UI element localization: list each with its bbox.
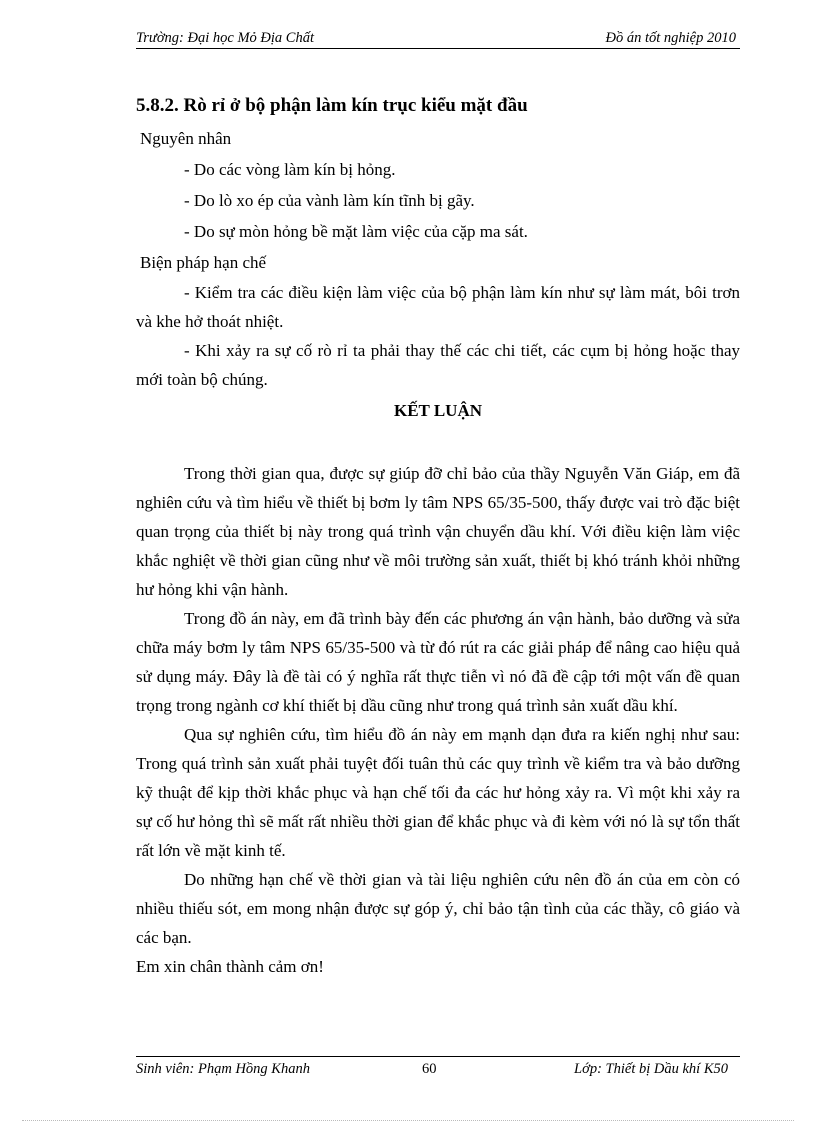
page-header xyxy=(136,28,740,49)
page-bottom-divider xyxy=(22,1120,794,1121)
remedy-item: - Kiểm tra các điều kiện làm việc của bộ phận làm kín như sự làm mát, bôi trơn và khe hở thoát nhiệt. xyxy=(136,283,740,331)
cause-item: - Do các vòng làm kín bị hỏng. xyxy=(184,160,396,179)
header-school: Trường: Đại học Mỏ Địa Chất xyxy=(136,30,314,46)
footer-class: Lớp: Thiết bị Dầu khí K50 xyxy=(574,1061,728,1077)
closing-line: Em xin chân thành cảm ơn! xyxy=(136,957,324,976)
page-footer xyxy=(136,1056,740,1081)
conclusion-paragraph: Do những hạn chế về thời gian và tài liệu nghiên cứu nên đồ án của em còn có nhiều thiếu sót, em mong nhận được sự góp ý, chỉ bảo tận tình của các thầy, cô giáo và các bạn. xyxy=(136,870,740,947)
cause-label: Nguyên nhân xyxy=(140,129,232,148)
remedy-item: - Khi xảy ra sự cố rò rỉ ta phải thay thế các chi tiết, các cụm bị hỏng hoặc thay mới toàn bộ chúng. xyxy=(136,341,740,389)
cause-item: - Do lò xo ép của vành làm kín tĩnh bị gãy. xyxy=(184,191,475,210)
conclusion-title: KẾT LUẬN xyxy=(393,401,482,420)
section-title: 5.8.2. Rò rỉ ở bộ phận làm kín trục kiểu mặt đầu xyxy=(136,95,528,116)
page-number: 60 xyxy=(422,1061,437,1077)
page-content xyxy=(136,92,740,981)
cause-item: - Do sự mòn hỏng bề mặt làm việc của cặp ma sát. xyxy=(184,222,528,241)
conclusion-paragraph: Qua sự nghiên cứu, tìm hiểu đồ án này em mạnh dạn đưa ra kiến nghị như sau: Trong quá trình sản xuất phải tuyệt đối tuân thủ các quy trình về kiểm tra và bảo dưỡng kỹ thuật để kịp thời khắc phục và hạn chế tối đa các hư hỏng xảy ra. Vì một khi xảy ra sự cố hư hỏng thì sẽ mất rất nhiều thời gian để khắc phục và đi kèm với nó là sự tổn thất rất lớn về mặt kinh tế. xyxy=(136,725,740,860)
conclusion-paragraph: Trong đồ án này, em đã trình bày đến các phương án vận hành, bảo dưỡng và sửa chữa máy bơm ly tâm NPS 65/35-500 và từ đó rút ra các giải pháp để nâng cao hiệu quả sử dụng máy. Đây là đề tài có ý nghĩa rất thực tiễn vì nó đã đề cập tới một vấn đề quan trọng trong ngành cơ khí thiết bị dầu cũng như trong quá trình sản xuất dầu khí. xyxy=(136,609,740,715)
footer-student: Sinh viên: Phạm Hồng Khanh xyxy=(136,1061,310,1077)
header-project: Đồ án tốt nghiệp 2010 xyxy=(605,30,736,46)
conclusion-paragraph: Trong thời gian qua, được sự giúp đỡ chỉ bảo của thầy Nguyễn Văn Giáp, em đã nghiên cứu và tìm hiểu về thiết bị bơm ly tâm NPS 65/35-500, thấy được vai trò đặc biệt quan trọng của thiết bị này trong quá trình vận chuyển dầu khí. Với điều kiện làm việc khắc nghiệt về thời gian cũng như về môi trường sản xuất, thiết bị khó tránh khỏi những hư hỏng khi vận hành. xyxy=(136,464,740,599)
remedy-label: Biện pháp hạn chế xyxy=(140,253,267,272)
